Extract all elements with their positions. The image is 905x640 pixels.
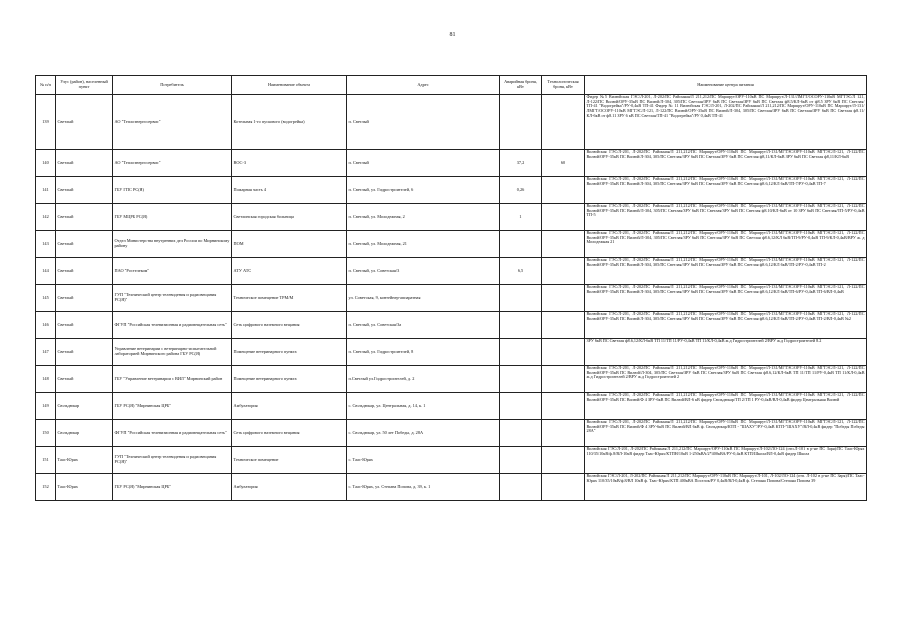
row-emergency-reserve	[500, 474, 542, 501]
row-consumer: Управление ветеринарии с ветеринарно-испытательной лабораторией Мирнинского района ГБУ РС(Я)	[113, 339, 232, 366]
power-supply-table	[35, 75, 867, 501]
row-emergency-reserve	[500, 339, 542, 366]
table-row	[36, 204, 867, 231]
table-row	[36, 474, 867, 501]
table-row	[36, 177, 867, 204]
row-power-source: ЗРУ 6кВ ПС Светлая ф8.6,12/КЛ-6кВ ТП 11/ТП 11/РУ-0,4кВ ТП 11/КЛ-0,4кВ ж.д Гидростроителей 2/ВРУ ж.д Гидростроителей 8.2	[585, 339, 867, 366]
row-consumer: ГБУ МЦРБ РС(Я)	[113, 204, 232, 231]
row-consumer: ГУП "Технический центр телевидения и радиовещания РС(Я)"	[113, 447, 232, 474]
row-area: Светлый	[56, 312, 113, 339]
row-power-source: Вилюйская ГЭС/Л-201, Л-202/ПС Районная/Л 211,212/ПС Маршрут/ОРУ-110кВ ПС Маршрут/Л-131/МГТЭС/ОРУ-110кВ МГТЭС/Л-121, Л-122/ПС Вилюй/ОРУ-35кВ ПС Вилюй/Ф 4 ЗРУ-6кВ ПС Вилюй/ВЛ-6 кВ фидер Сюльдюкар/ТП 2/ТП 1 РУ-0,4кВ/ВЛ-0,4кВ фидер Центральная Вилюй	[585, 393, 867, 420]
table-row	[36, 95, 867, 150]
row-power-source: Вилюйская ГЭС/Л-201, Л-202/ПС Районная/Л 211,212/ПС Маршрут/ОРУ-110кВ ПС Маршрут/Л-131/МГТЭС/ОРУ-110кВ МГТЭС/Л-121, Л-122/ПС Вилюй/ОРУ-35кВ ПС Вилюй/Л-304, 305/ПС Светлая/ЗРУ 6кВ ПС Светлая/ЗРУ 6кВ ПС Светлая ф8.10/КЛ-6кВ от 10 ЗРУ 6кВ ПС Светлая/ТП-5/РУ-0,4кВ ТП-5	[585, 204, 867, 231]
row-area: Сюльдюкар	[56, 420, 113, 447]
row-tech-reserve	[542, 285, 585, 312]
row-power-source: Вилюйская ГЭС/Л-201, Л-202/ПС Районная/Л 211,212/ПС Маршрут/ОРУ-110кВ ПС Маршрут/Л-131/МГТЭС/ОРУ-110кВ МГТЭС/Л-121, Л-122/ПС Вилюй/ОРУ-35кВ ПС Вилюй/Ф 4 ЗРУ-6кВ ПС Вилюй/ВЛ 6кВ ф. Сюльдюкар/КТП - "ШАХУ"/РУ-0,4кВ КТП-"ШАХУ"/ВЛ-0,4кВ фидер "Победы Победы 28А"	[585, 420, 867, 447]
table-row	[36, 231, 867, 258]
row-area: Светлый	[56, 231, 113, 258]
row-number: 144	[36, 258, 56, 285]
col-header-area: Улус (район), населенный пункт	[56, 76, 113, 95]
row-address: п. Светлый, ул. Молодежная, 21	[347, 231, 500, 258]
row-area: Светлый	[56, 150, 113, 177]
row-tech-reserve	[542, 339, 585, 366]
row-consumer: ГБУ РС(Я) "Мирнинская ЦРБ"	[113, 474, 232, 501]
row-emergency-reserve	[500, 393, 542, 420]
row-address: п. Светлый	[347, 150, 500, 177]
row-emergency-reserve: 37,2	[500, 150, 542, 177]
row-object: Амбулатория	[232, 393, 347, 420]
row-address: с. Сюльдюкар, ул. Центральная, д. 14, к. 1	[347, 393, 500, 420]
row-consumer: ФГУП "Российская телевизионная и радиовещательная сеть"	[113, 312, 232, 339]
row-area: Таас-Юрях	[56, 474, 113, 501]
table-row	[36, 393, 867, 420]
row-area: Светлый	[56, 339, 113, 366]
row-area: Светлый	[56, 366, 113, 393]
row-address: с. Сюльдюкар, ул. 50 лет Победы, д. 28А	[347, 420, 500, 447]
row-emergency-reserve: 1	[500, 204, 542, 231]
row-number: 151	[36, 447, 56, 474]
header-row	[36, 76, 867, 95]
row-object: Котельная 1-го пускового (водогрейка)	[232, 95, 347, 150]
row-address: п. Светлый	[347, 95, 500, 150]
row-area: Светлый	[56, 258, 113, 285]
table-row	[36, 339, 867, 366]
row-object: Светлинская городская больница	[232, 204, 347, 231]
row-power-source: Вилюйская ГЭС/Л-201, Л-202/ПС Районная/Л 211,212/ПС Маршрут/ОРУ-110кВ ПС Маршрут/Л-131/МГТЭС/ОРУ-110кВ МГТЭС/Л-121, Л-122/ПС Вилюй/ОРУ-35кВ ПС Вилюй/Л-304, 305/ПС Светлая/ЗРУ 6кВ ПС Светлая/ЗРУ 6кВ ПС Светлая ф8.6,12/КЛ 6кВ/ТП-6/РУ-0,4кВ ТП-6/ВЛ-0,4кВ	[585, 285, 867, 312]
row-tech-reserve	[542, 204, 585, 231]
row-object: Пожарная часть 4	[232, 177, 347, 204]
row-address: ул. Советская, 9, контейнер-аппаратная	[347, 285, 500, 312]
row-area: Светлый	[56, 177, 113, 204]
row-emergency-reserve	[500, 366, 542, 393]
row-consumer: ГБУ ГПС РС(Я)	[113, 177, 232, 204]
row-consumer: ФГУП "Российская телевизионная и радиовещательная сеть"	[113, 420, 232, 447]
row-power-source: Вилюйская ГЭС/Л-201, Л-202/ПС Районная/Л 211,212/ПС Маршрут/ОРУ-110кВ ПС Маршрут/Л-131/МГТЭС/ОРУ-110кВ МГТЭС/Л-121, Л-122/ПС Вилюй/ОРУ-35кВ ПС Вилюй/Л-304, 305/ПС Светлая/ЗРУ 6кВ ПС Светлая/ЗРУ 6кВ ПС Светлая ф8.6,12/КЛ-6кВ ТП 11/ТП 11/РУ-0,4кВ ТП 11/КЛ-0,4кВ ж.д Гидростроителей 2/ВРУ ж.д Гидростроителей 2	[585, 366, 867, 393]
row-tech-reserve	[542, 312, 585, 339]
row-power-source: Вилюйская ГЭС/Л-201, Л-202/ПС Районная/Л 211,212/ПС Маршрут/ОРУ-110кВ ПС Маршрут/Л-131/МГТЭС/ОРУ-110кВ МГТЭС/Л-121, Л-122/ПС Вилюй/ОРУ-35кВ ПС Вилюй/Л-304, 305/ПС Светлая/ЗРУ 6кВ ПС Светлая/ЗРУ 6кВ ПС Светлая ф8,11/КЛ-6кВ ЗРУ 6кВ ПС Светлая ф8,11/КЛ-6кВ	[585, 150, 867, 177]
row-object: АТУ АТС	[232, 258, 347, 285]
row-number: 148	[36, 366, 56, 393]
table-row	[36, 312, 867, 339]
row-tech-reserve	[542, 177, 585, 204]
row-emergency-reserve	[500, 447, 542, 474]
col-header-address: Адрес	[347, 76, 500, 95]
col-header-emergency-reserve: Аварийная броня, кВт	[500, 76, 542, 95]
row-number: 143	[36, 231, 56, 258]
row-address: п. Светлый, ул. Молодежная, 2	[347, 204, 500, 231]
row-area: Светлый	[56, 285, 113, 312]
col-header-object: Наименование объекта	[232, 76, 347, 95]
row-number: 140	[36, 150, 56, 177]
row-number: 145	[36, 285, 56, 312]
row-number: 139	[36, 95, 56, 150]
row-power-source: Вилюйская ГЭС/Л-201, Л-202/ПС Районная/Л 211,212/ПС Маршрут/ОРУ-110кВ ПС Маршрут/Л-131/МГТЭС/ОРУ-110кВ МГТЭС/Л-121, Л-122/ПС Вилюй/ОРУ-35кВ ПС Вилюй/Л-304, 305/ПС Светлая/ЗРУ 6кВ ПС Светлая/ЗРУ 6кВ ПС Светлая ф8.6,12/КЛ 6кВ/ТП-2/РУ-0,4кВ ТП-2/ВЛ-0,4кВ №2	[585, 312, 867, 339]
row-object: Техническое помещение ТРМ/М	[232, 285, 347, 312]
row-tech-reserve: 60	[542, 150, 585, 177]
row-emergency-reserve	[500, 420, 542, 447]
row-tech-reserve	[542, 258, 585, 285]
row-object: ПОМ	[232, 231, 347, 258]
row-area: Светлый	[56, 95, 113, 150]
row-emergency-reserve	[500, 231, 542, 258]
row-emergency-reserve: 0,26	[500, 177, 542, 204]
row-object: Амбулатория	[232, 474, 347, 501]
row-emergency-reserve	[500, 95, 542, 150]
row-consumer: ГБУ РС(Я) "Мирнинская ЦРБ"	[113, 393, 232, 420]
row-power-source: Вилюйская ГЭС/Л-201, Л-202/ПС Районная/Л 211,212/ПС Маршрут/ОРУ-110кВ ПС Маршрут/Л-131/МГТЭС/ОРУ-110кВ МГТЭС/Л-121, Л-122/ПС Вилюй/ОРУ-35кВ ПС Вилюй/Л-304, 305/ПС Светлая/ЗРУ 6кВ ПС Светлая/ЗРУ 6кВ ПС Светлая ф8.6,12/КЛ 6кВ/ТП-9/РУ-0,4кВ ТП-9/КЛ-0,4кВ/ВРУ ж. д Молодежная 21	[585, 231, 867, 258]
row-address: с. Таас-Юрях	[347, 447, 500, 474]
row-consumer: ГБУ "Управление ветеринарии с ВИЛ" Мирнинский район	[113, 366, 232, 393]
row-object: Помещение ветеринарного пункта	[232, 366, 347, 393]
row-address: п. Светлый, ул. Советская/3	[347, 258, 500, 285]
row-power-source: Вилюйская ГЭС/Л-201, Л-202/ПС Районная/Л 211,212/ПС Маршрут/ОРУ-110кВ ПС Маршрут/Л-131/МГТЭС/ОРУ-110кВ МГТЭС/Л-121, Л-122/ПС Вилюй/ОРУ-35кВ ПС Вилюй/Л-304, 305/ПС Светлая/ЗРУ 6кВ ПС Светлая/ЗРУ 6кВ ПС Светлая ф8.6,12/КЛ 6кВ/ТП-7/РУ-0,4кВ ТП-7	[585, 177, 867, 204]
row-object: Помещение ветеринарного пункта	[232, 339, 347, 366]
row-tech-reserve	[542, 231, 585, 258]
row-number: 150	[36, 420, 56, 447]
row-number: 142	[36, 204, 56, 231]
row-consumer: ГУП "Технический центр телевидения и радиовещания РС(Я)"	[113, 285, 232, 312]
row-number: 152	[36, 474, 56, 501]
row-emergency-reserve	[500, 312, 542, 339]
row-number: 141	[36, 177, 56, 204]
row-power-source: Вилюйская ГЭС/Л-201, Л-202/ПС Районная/Л 211,212/ПС Маршрут/ОРУ-110кВ ПС Маршрут/Л-101, Л-102/ЛО-124 (отп. Л-102 в р-не ПС Заря)/ПС Таас-Юрях 110/35/10кВ/ф.8/ВЛ 10кВ ф. Таас-Юрях/КТП 400кВА Поселок/РУ 0,4кВ/ВЛ-0,4кВ ф. Степана Попова/Степана Попова 39	[585, 474, 867, 501]
row-area: Светлый	[56, 204, 113, 231]
table-row	[36, 285, 867, 312]
row-address: п. Светлый, ул. Гидростроителей, 6	[347, 177, 500, 204]
row-address: с. Таас-Юрях, ул. Степана Попова, д. 39, к. 1	[347, 474, 500, 501]
row-tech-reserve	[542, 366, 585, 393]
row-area: Таас-Юрях	[56, 447, 113, 474]
row-emergency-reserve: 6,5	[500, 258, 542, 285]
row-object: Сеть цифрового наземного вещания	[232, 312, 347, 339]
row-area: Сюльдюкар	[56, 393, 113, 420]
col-header-consumer: Потребитель	[113, 76, 232, 95]
row-tech-reserve	[542, 393, 585, 420]
row-number: 149	[36, 393, 56, 420]
row-emergency-reserve	[500, 285, 542, 312]
row-number: 147	[36, 339, 56, 366]
row-power-source: Вилюйская ГЭС/Л-201, Л-202/ПС Районная/Л 211,212/ПС Маршрут/ОРУ-110кВ ПС Маршрут/Л-131/МГТЭС/ОРУ-110кВ МГТЭС/Л-121, Л-122/ПС Вилюй/ОРУ-35кВ ПС Вилюй/Л-304, 305/ПС Светлая/ЗРУ 6кВ ПС Светлая/ЗРУ 6кВ ПС Светлая ф8.6,12/КЛ 6кВ/ТП-2/РУ-0,4кВ ТП-2	[585, 258, 867, 285]
row-tech-reserve	[542, 420, 585, 447]
table-row	[36, 420, 867, 447]
row-tech-reserve	[542, 474, 585, 501]
row-consumer: АО "Теплоэнергосервис"	[113, 95, 232, 150]
col-header-tech-reserve: Технологическая броня, кВт	[542, 76, 585, 95]
row-consumer: Отдел Министерства внутренних дел России по Мирнинскому району	[113, 231, 232, 258]
row-power-source: Фидер №5 Вилюйская ГЭС/Л-201, Л-202/ПС Районная/Л 211,212/ПС Маршрут/ОРУ-110кВ ПС Маршрут/Л-131/ЛМГТ/ОСОРУ-110кВ МГТЭС/Л 121, Л-122/ПС Вилюй/ОРУ-35кВ ПС Вилюй/Л-304, 305/ПС Светлая/ЗРУ 6кВ ПС Светлая/ЗРУ 6кВ ПС Светлая ф8.5/КЛ-6кВ от ф8.5 ЗРУ 6кВ ПС Светлая/ТП-41 "Водогрейка"/РУ-0,4кВ ТП-41 Фидер № 11 Вилюйская ГЭС/Л-201, Л-202/ПС Районная/Л 211,212/ПС Маршрут/ОРУ-110кВ ПС Маршрут/Л-131/ЛМГТ/ОСОРУ-110кВ МГТЭС/Л-121, Л-122/ПС Вилюй/ОРУ-35кВ ПС Вилюй/Л-304, 305/ПС Светлая/ЗРУ 6кВ ПС Светлая/ЗРУ 6кВ ПС Светлая ф8.11/КЛ-6кВ от ф8.11 ЗРУ 6 кВ ПС Светлая/ТП-41 "Водогрейка"/РУ 0,4кВ ТП-41	[585, 95, 867, 150]
row-tech-reserve	[542, 95, 585, 150]
table-row	[36, 150, 867, 177]
row-object: Сеть цифрового наземного вещания	[232, 420, 347, 447]
row-tech-reserve	[542, 447, 585, 474]
row-address: п.Светлый ул.Гидростроителей, д. 2	[347, 366, 500, 393]
table-row	[36, 366, 867, 393]
table-row	[36, 258, 867, 285]
row-address: п. Светлый, ул. Гидростроителей, 8	[347, 339, 500, 366]
row-address: п. Светлый, ул. Советская/3а	[347, 312, 500, 339]
row-consumer: ПАО "Ростелеком"	[113, 258, 232, 285]
row-power-source: Вилюйская ГЭС/Л-201, Л-202/ПС Районная/Л 211,212/ПС Маршрут/ОРУ-110кВ ПС Маршрут/Л-102/ЛО-124 (отп.Л-101 в р-не ПС Заря)/ПС Таас-Юрях 110/35/10кВ/ф.8/ВЛ-10кВ фидер Таас-Юрях/КТПН/10кВ 1-250кВА/2*400кВА/РУ-0,4кВ КТП/Школа/ВЛ-0,4кВ фидер Школа	[585, 447, 867, 474]
row-number: 146	[36, 312, 56, 339]
row-object: ВОС-3	[232, 150, 347, 177]
row-object: Техническое помещение	[232, 447, 347, 474]
table-row	[36, 447, 867, 474]
row-consumer: АО "Теплоэнергосервис"	[113, 150, 232, 177]
page-number: 81	[449, 32, 456, 38]
col-header-number: № п/п	[36, 76, 56, 95]
col-header-power-source: Наименование центра питания	[585, 76, 867, 95]
